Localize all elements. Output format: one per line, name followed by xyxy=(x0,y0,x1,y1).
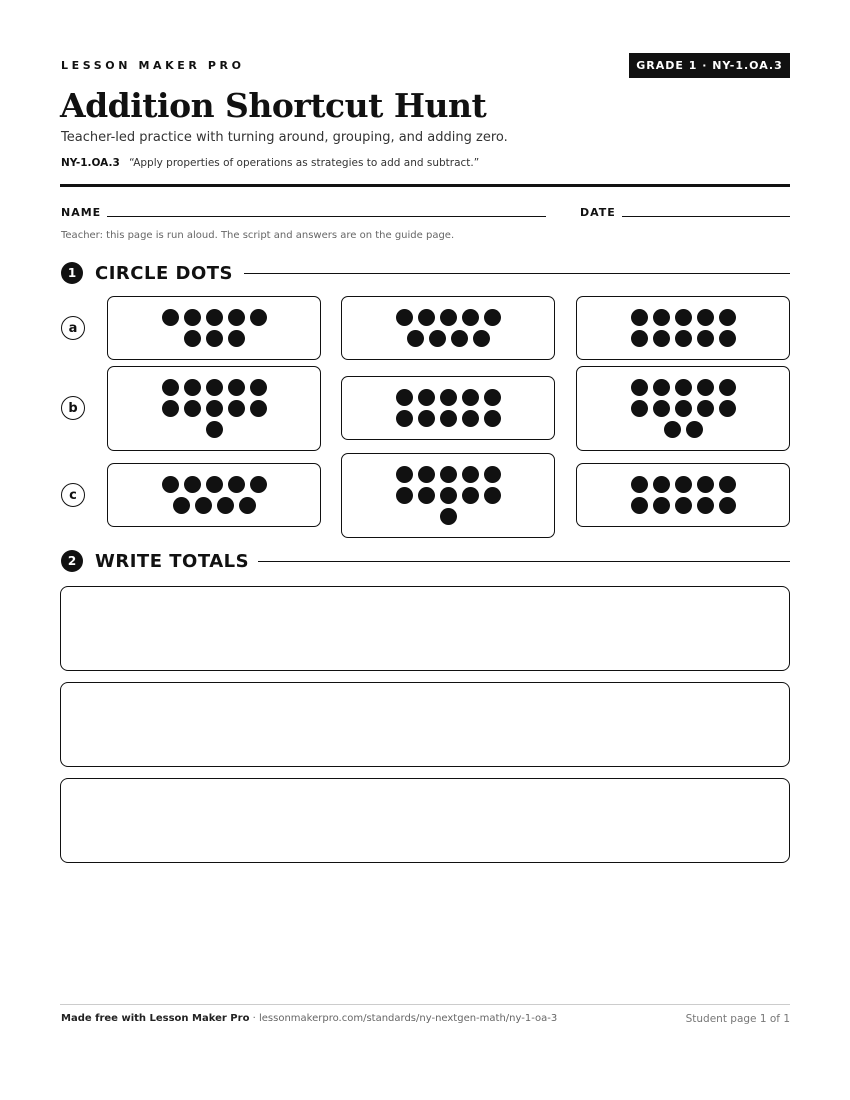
dot-row xyxy=(440,508,457,525)
dot[interactable] xyxy=(484,410,501,427)
dot[interactable] xyxy=(418,389,435,406)
dot[interactable] xyxy=(675,400,692,417)
dot[interactable] xyxy=(440,466,457,483)
dot[interactable] xyxy=(184,330,201,347)
dot[interactable] xyxy=(407,330,424,347)
dot[interactable] xyxy=(462,487,479,504)
section-1-rule xyxy=(244,273,790,274)
footer-separator: · xyxy=(249,1013,259,1024)
dot-row xyxy=(162,476,267,493)
dot-card[interactable] xyxy=(107,366,321,451)
dot[interactable] xyxy=(631,476,648,493)
dot[interactable] xyxy=(173,497,190,514)
footer-credit xyxy=(61,1013,557,1024)
dot[interactable] xyxy=(462,309,479,326)
dot[interactable] xyxy=(719,379,736,396)
dot-row xyxy=(162,309,267,326)
grade-standard-badge: GRADE 1 · NY-1.OA.3 xyxy=(629,53,790,78)
dot-row xyxy=(631,497,736,514)
dot[interactable] xyxy=(653,379,670,396)
answer-box[interactable] xyxy=(60,682,790,767)
row-label-a: a xyxy=(61,316,85,340)
dot[interactable] xyxy=(396,410,413,427)
dot[interactable] xyxy=(631,330,648,347)
dot[interactable] xyxy=(184,400,201,417)
dot[interactable] xyxy=(462,389,479,406)
dot[interactable] xyxy=(396,466,413,483)
dot[interactable] xyxy=(195,497,212,514)
footer-page-number: Student page 1 of 1 xyxy=(685,1013,790,1025)
dot-card[interactable] xyxy=(341,376,555,440)
dot[interactable] xyxy=(440,487,457,504)
dot[interactable] xyxy=(473,330,490,347)
dot-row xyxy=(162,400,267,417)
dot-card[interactable] xyxy=(576,366,790,451)
section-1-title: CIRCLE DOTS xyxy=(95,262,233,284)
dot-card[interactable] xyxy=(107,296,321,360)
dot-row xyxy=(631,330,736,347)
dot[interactable] xyxy=(217,497,234,514)
dot[interactable] xyxy=(719,476,736,493)
standard-text: “Apply properties of operations as strategies to add and subtract.” xyxy=(129,157,480,169)
dot-row xyxy=(631,309,736,326)
dot[interactable] xyxy=(418,410,435,427)
dot-row xyxy=(206,421,223,438)
footer-made-with: Made free with Lesson Maker Pro xyxy=(61,1013,250,1024)
section-1-heading xyxy=(61,262,233,284)
standard-line xyxy=(61,157,479,169)
dot[interactable] xyxy=(418,309,435,326)
section-2-rule xyxy=(258,561,790,562)
dot[interactable] xyxy=(206,476,223,493)
dot[interactable] xyxy=(631,497,648,514)
dot[interactable] xyxy=(184,379,201,396)
dot[interactable] xyxy=(719,497,736,514)
dot[interactable] xyxy=(228,476,245,493)
dot[interactable] xyxy=(462,466,479,483)
row-label-c: c xyxy=(61,483,85,507)
dot[interactable] xyxy=(440,508,457,525)
dot-row xyxy=(631,379,736,396)
dot[interactable] xyxy=(206,379,223,396)
dot[interactable] xyxy=(697,400,714,417)
name-field-line[interactable] xyxy=(107,216,546,217)
brand-name: LESSON MAKER PRO xyxy=(61,59,245,72)
dot[interactable] xyxy=(484,487,501,504)
section-2-number: 2 xyxy=(61,550,83,572)
dot[interactable] xyxy=(206,309,223,326)
page-title: Addition Shortcut Hunt xyxy=(60,86,487,125)
dot[interactable] xyxy=(675,309,692,326)
dot[interactable] xyxy=(675,476,692,493)
dot-row xyxy=(184,330,245,347)
dot[interactable] xyxy=(396,487,413,504)
row-label-b: b xyxy=(61,396,85,420)
dot[interactable] xyxy=(675,330,692,347)
dot-card[interactable] xyxy=(341,453,555,538)
dot[interactable] xyxy=(162,400,179,417)
dot[interactable] xyxy=(451,330,468,347)
dot[interactable] xyxy=(653,476,670,493)
dot-row xyxy=(173,497,256,514)
dot[interactable] xyxy=(440,389,457,406)
dot[interactable] xyxy=(697,476,714,493)
dot[interactable] xyxy=(653,309,670,326)
dot-card[interactable] xyxy=(107,463,321,527)
dot-card[interactable] xyxy=(576,296,790,360)
dot[interactable] xyxy=(631,379,648,396)
dot[interactable] xyxy=(631,309,648,326)
dot[interactable] xyxy=(418,466,435,483)
dot-row xyxy=(631,400,736,417)
dot[interactable] xyxy=(228,400,245,417)
dot[interactable] xyxy=(250,400,267,417)
dot-row xyxy=(396,487,501,504)
dot[interactable] xyxy=(418,487,435,504)
dot-row xyxy=(396,309,501,326)
footer-divider xyxy=(60,1004,790,1005)
answer-box[interactable] xyxy=(60,586,790,671)
dot[interactable] xyxy=(484,466,501,483)
dot-row xyxy=(664,421,703,438)
dot[interactable] xyxy=(675,497,692,514)
dot[interactable] xyxy=(719,309,736,326)
dot[interactable] xyxy=(462,410,479,427)
dot[interactable] xyxy=(162,476,179,493)
dot[interactable] xyxy=(206,400,223,417)
dot[interactable] xyxy=(228,309,245,326)
footer-url[interactable]: lessonmakerpro.com/standards/ny-nextgen-math/ny-1-oa-3 xyxy=(258,1013,558,1024)
dot[interactable] xyxy=(396,389,413,406)
dot[interactable] xyxy=(440,410,457,427)
dot[interactable] xyxy=(697,330,714,347)
standard-code: NY-1.OA.3 xyxy=(61,157,120,169)
dot[interactable] xyxy=(675,379,692,396)
dot[interactable] xyxy=(484,389,501,406)
dot[interactable] xyxy=(719,330,736,347)
section-1-number: 1 xyxy=(61,262,83,284)
dot-row xyxy=(631,476,736,493)
dot[interactable] xyxy=(653,497,670,514)
dot[interactable] xyxy=(228,379,245,396)
dot-card[interactable] xyxy=(576,463,790,527)
dot[interactable] xyxy=(162,379,179,396)
dot-row xyxy=(162,379,267,396)
teacher-note: Teacher: this page is run aloud. The script and answers are on the guide page. xyxy=(61,230,455,241)
dot[interactable] xyxy=(162,309,179,326)
dot[interactable] xyxy=(653,330,670,347)
dot[interactable] xyxy=(396,309,413,326)
dot-row xyxy=(396,389,501,406)
dot[interactable] xyxy=(184,476,201,493)
answer-box[interactable] xyxy=(60,778,790,863)
dot[interactable] xyxy=(206,421,223,438)
dot-row xyxy=(407,330,490,347)
dot[interactable] xyxy=(697,379,714,396)
dot[interactable] xyxy=(664,421,681,438)
dot[interactable] xyxy=(440,309,457,326)
dot[interactable] xyxy=(484,309,501,326)
name-label: NAME xyxy=(61,206,102,219)
dot[interactable] xyxy=(250,379,267,396)
header-divider xyxy=(60,184,790,187)
dot-row xyxy=(396,466,501,483)
dot[interactable] xyxy=(239,497,256,514)
dot[interactable] xyxy=(631,400,648,417)
section-2-heading xyxy=(61,550,249,572)
dot[interactable] xyxy=(697,497,714,514)
page-subtitle: Teacher-led practice with turning around, grouping, and adding zero. xyxy=(61,130,508,145)
dot[interactable] xyxy=(250,476,267,493)
dot[interactable] xyxy=(184,309,201,326)
dot[interactable] xyxy=(206,330,223,347)
dot[interactable] xyxy=(719,400,736,417)
date-label: DATE xyxy=(580,206,616,219)
dot[interactable] xyxy=(429,330,446,347)
dot[interactable] xyxy=(686,421,703,438)
dot[interactable] xyxy=(250,309,267,326)
dot-row xyxy=(396,410,501,427)
section-2-title: WRITE TOTALS xyxy=(95,550,250,572)
dot[interactable] xyxy=(228,330,245,347)
dot[interactable] xyxy=(653,400,670,417)
date-field-line[interactable] xyxy=(622,216,790,217)
dot-card[interactable] xyxy=(341,296,555,360)
dot[interactable] xyxy=(697,309,714,326)
